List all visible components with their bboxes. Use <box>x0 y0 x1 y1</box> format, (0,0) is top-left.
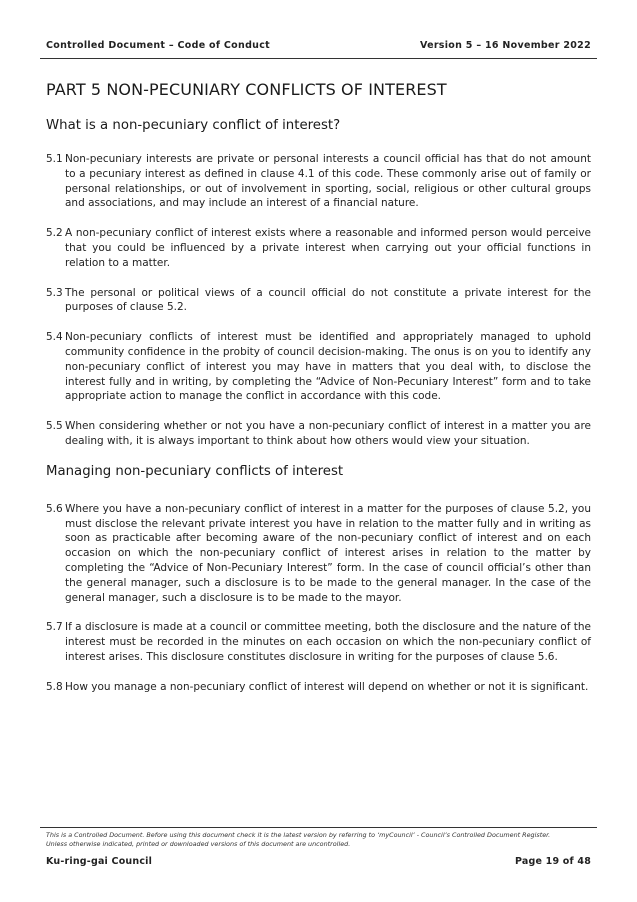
footer-organisation: Ku-ring-gai Council <box>46 856 153 867</box>
clause-5-1 <box>46 152 591 211</box>
clause-text: Where you have a non-pecuniary conflict of interest in a matter for the purposes of clause 5.2, you must disclose the relevant private interest you have in relation to the matter fully and in writing as soon as practicable after becoming aware of the non-pecuniary conflict of interest and on each occasion on which the non-pecuniary conflict of interest arises in relation to the matter by completing the “Advice of Non-Pecuniary Interest” form. In the case of council official’s other than the general manager, such a disclosure is to be made to the general manager. In the case of the general manager, such a disclosure is to be made to the mayor. <box>65 502 591 604</box>
page-header <box>46 40 591 56</box>
clause-number: 5.6 <box>46 502 63 515</box>
footer-divider <box>40 827 597 828</box>
clause-text: Non-pecuniary interests are private or personal interests a council official has that do not amount to a pecuniary interest as defined in clause 4.1 of this code. These commonly arise out of family or personal relationships, or out of involvement in sporting, social, religious or other cultural groups and associations, and may include an interest of a financial nature. <box>65 153 591 210</box>
header-version: Version 5 – 16 November 2022 <box>419 40 591 51</box>
header-document-title: Controlled Document – Code of Conduct <box>46 40 271 51</box>
clause-number: 5.3 <box>46 286 63 299</box>
header-divider <box>40 58 597 59</box>
clause-5-8 <box>46 680 591 695</box>
clause-5-2 <box>46 226 591 270</box>
notice-line-1: This is a Controlled Document. Before using this document check it is the latest version by referring to ‘myCouncil’ - Council’s Controlled Document Register. <box>46 831 551 839</box>
clause-5-4 <box>46 330 591 404</box>
notice-line-2: Unless otherwise indicated, printed or downloaded versions of this document are uncontrolled. <box>46 840 351 848</box>
clause-5-3 <box>46 286 591 316</box>
section-what-is <box>46 118 591 449</box>
clause-number: 5.2 <box>46 227 63 240</box>
section-managing <box>46 464 591 695</box>
clause-text: The personal or political views of a council official do not constitute a private interest for the purposes of clause 5.2. <box>65 286 591 314</box>
section-heading-what-is: What is a non-pecuniary conflict of interest? <box>46 118 341 133</box>
clause-number: 5.1 <box>46 153 63 165</box>
clause-number: 5.5 <box>46 420 63 433</box>
clause-5-5 <box>46 419 591 449</box>
clause-text: If a disclosure is made at a council or committee meeting, both the disclosure and the nature of the interest must be recorded in the minutes on each occasion on which the non-pecuniary conflict of interest arises. This disclosure constitutes disclosure in writing for the purposes of clause 5.6. <box>65 621 591 663</box>
page-number: Page 19 of 48 <box>515 856 591 867</box>
clause-5-7 <box>46 620 591 664</box>
section-heading-managing: Managing non-pecuniary conflicts of interest <box>46 463 344 479</box>
clause-number: 5.4 <box>46 331 63 344</box>
clause-5-6 <box>46 502 591 606</box>
clause-text: When considering whether or not you have a non-pecuniary conflict of interest in a matter you are dealing with, it is always important to think about how others would view your situation. <box>65 420 591 447</box>
part-title: PART 5 NON-PECUNIARY CONFLICTS OF INTEREST <box>46 80 447 99</box>
clause-number: 5.7 <box>46 621 63 634</box>
clause-number: 5.8 <box>46 680 63 693</box>
clause-text: Non-pecuniary conflicts of interest must be identified and appropriately managed to uphold community confidence in the probity of council decision-making. The onus is on you to identify any non-pecuniary conflict of interest you may have in matters that you deal with, to disclose the interest fully and in writing, by completing the “Advice of Non-Pecuniary Interest” form and to take appropriate action to manage the conflict in accordance with this code. <box>65 331 591 403</box>
page-content <box>46 80 591 710</box>
clause-text: How you manage a non-pecuniary conflict of interest will depend on whether or not it is significant. <box>65 680 589 693</box>
controlled-document-notice <box>46 831 597 849</box>
clause-text: A non-pecuniary conflict of interest exists where a reasonable and informed person would perceive that you could be influenced by a private interest when carrying out your official functions in relation to a matter. <box>65 227 591 269</box>
